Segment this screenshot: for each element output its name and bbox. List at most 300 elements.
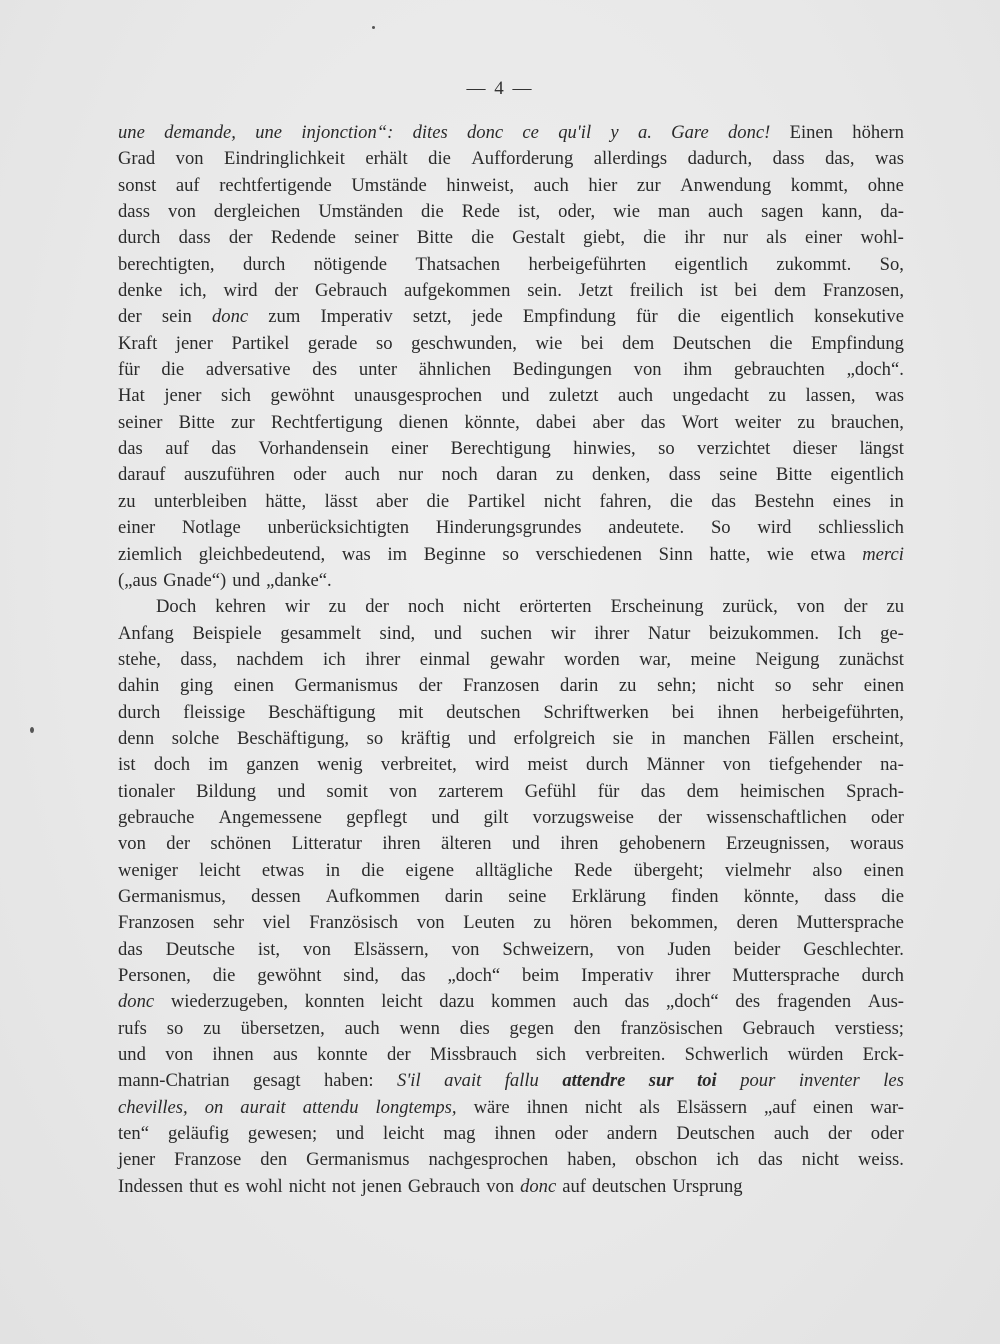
word: Muttersprache bbox=[732, 965, 840, 986]
word: nachgesprochen bbox=[428, 1149, 549, 1171]
word: Berechtigung bbox=[450, 438, 551, 460]
word: einer bbox=[391, 438, 429, 460]
word: nicht bbox=[717, 675, 755, 697]
word: Männer bbox=[646, 754, 705, 776]
word: Franzosen bbox=[462, 675, 540, 697]
word: Grad bbox=[118, 148, 156, 170]
word: haben: bbox=[323, 1070, 374, 1092]
word: unausgesprochen bbox=[353, 385, 483, 407]
word: wir bbox=[550, 622, 576, 644]
word: Bitte bbox=[775, 464, 813, 486]
text-line bbox=[118, 120, 904, 146]
text-line bbox=[118, 673, 904, 699]
word: na- bbox=[880, 754, 904, 776]
word: nachdem bbox=[236, 648, 304, 670]
word: Erck- bbox=[862, 1044, 904, 1066]
text-line bbox=[118, 1174, 904, 1200]
word: dessen bbox=[251, 885, 301, 907]
word: auch bbox=[617, 385, 654, 407]
text-line bbox=[118, 489, 904, 515]
word: dass bbox=[824, 885, 857, 907]
word: dass, bbox=[180, 648, 217, 670]
text-line bbox=[118, 225, 904, 251]
word: dergleichen bbox=[213, 201, 301, 223]
word: Fällen bbox=[767, 727, 815, 749]
word: mit bbox=[398, 701, 424, 723]
word: zu bbox=[118, 490, 136, 512]
word: Vorhandensein bbox=[258, 438, 369, 460]
word: zur bbox=[636, 174, 661, 196]
word: jener bbox=[118, 1149, 156, 1171]
word: zunächst bbox=[838, 648, 904, 670]
word: im bbox=[387, 543, 408, 565]
word: „auf bbox=[764, 1096, 797, 1118]
word: zu bbox=[328, 596, 347, 618]
word: für bbox=[118, 359, 140, 381]
word: würden bbox=[787, 1044, 844, 1066]
word: die bbox=[212, 965, 236, 986]
word: Personen, bbox=[118, 965, 191, 986]
word: Jetzt bbox=[578, 280, 613, 302]
word: avait bbox=[444, 1070, 482, 1092]
word: ihren bbox=[382, 833, 421, 855]
word: setzt, bbox=[412, 306, 452, 328]
word: auf bbox=[562, 1175, 586, 1197]
word: oder bbox=[870, 1123, 904, 1145]
word: ihrer bbox=[594, 622, 630, 644]
word: hinweist, bbox=[446, 174, 515, 196]
word: lassen, bbox=[805, 385, 856, 407]
word: schliesslich bbox=[818, 517, 904, 539]
word: auch bbox=[344, 464, 380, 486]
word: die bbox=[361, 859, 385, 881]
text-line bbox=[118, 700, 904, 726]
word: gewöhnt bbox=[270, 385, 335, 407]
word: wenig bbox=[317, 754, 363, 776]
word: zu bbox=[768, 385, 786, 407]
word: von bbox=[796, 596, 825, 618]
word: wird bbox=[757, 517, 792, 539]
word: und bbox=[501, 385, 530, 407]
word: in bbox=[325, 859, 341, 881]
word: Elsässern, bbox=[353, 938, 429, 960]
word: kommt, bbox=[790, 174, 849, 196]
word: das bbox=[211, 438, 237, 460]
text-line bbox=[118, 357, 904, 383]
word: die bbox=[428, 148, 451, 170]
word: bei bbox=[671, 701, 695, 723]
word: donc bbox=[466, 122, 504, 143]
word: Missbrauch bbox=[430, 1044, 517, 1066]
word: jener bbox=[164, 385, 202, 407]
word: Germanismus, bbox=[118, 885, 226, 907]
word: könnte, bbox=[464, 411, 520, 433]
word: ähnlichen bbox=[418, 359, 492, 381]
word: was bbox=[875, 385, 904, 407]
word: hinwies, bbox=[573, 438, 636, 460]
word: Partikel bbox=[231, 332, 290, 354]
word: ich bbox=[323, 648, 346, 670]
word: von bbox=[633, 359, 662, 381]
text-line bbox=[118, 989, 904, 1015]
word: darin bbox=[444, 885, 484, 907]
word: auszuführen bbox=[183, 464, 275, 486]
word: für bbox=[635, 306, 658, 328]
word: hatte, bbox=[709, 543, 751, 565]
word: ungedacht bbox=[672, 385, 749, 407]
word: donc bbox=[118, 991, 155, 1013]
word: Sinn bbox=[658, 543, 693, 565]
word: Leuten bbox=[463, 912, 515, 934]
word: von bbox=[168, 201, 196, 223]
word: durch bbox=[586, 754, 629, 776]
word: den bbox=[260, 1149, 288, 1171]
word: beider bbox=[733, 938, 781, 960]
word: der bbox=[166, 833, 191, 855]
word: Erzeugnissen, bbox=[725, 833, 830, 855]
word: ihnen bbox=[212, 1044, 254, 1066]
word: die bbox=[426, 490, 450, 512]
word: gewöhnt bbox=[257, 965, 322, 986]
word: gebrauchten bbox=[733, 359, 825, 381]
word: auch bbox=[572, 991, 608, 1013]
word: darauf bbox=[118, 464, 166, 486]
word: weniger bbox=[118, 859, 178, 881]
word: gewesen; bbox=[247, 1123, 318, 1145]
word: Rede bbox=[574, 859, 613, 881]
word: stehe, bbox=[118, 648, 161, 670]
word: und bbox=[336, 1123, 365, 1145]
word: y bbox=[610, 122, 619, 143]
word: dem bbox=[622, 332, 655, 354]
text-line bbox=[118, 173, 904, 199]
word: wohl- bbox=[860, 227, 904, 249]
word: mag bbox=[443, 1123, 476, 1145]
word: den bbox=[573, 1017, 601, 1039]
word: donc bbox=[211, 306, 249, 328]
word: Deutschen bbox=[672, 332, 752, 354]
word: konnten bbox=[304, 991, 365, 1013]
word: Franzosen, bbox=[822, 280, 904, 302]
word: verschiedenen bbox=[535, 543, 642, 565]
word: war, bbox=[639, 648, 671, 670]
word: hier bbox=[588, 174, 618, 196]
word: Natur bbox=[648, 622, 691, 644]
word: ist, bbox=[517, 201, 541, 223]
word: von bbox=[451, 938, 480, 960]
word: ich, bbox=[179, 280, 207, 302]
word: konsekutive bbox=[814, 306, 904, 328]
word: ten“ bbox=[118, 1123, 149, 1145]
word: die bbox=[421, 201, 444, 223]
word: oder bbox=[554, 1123, 588, 1145]
word: Imperativ bbox=[581, 965, 654, 986]
word: übergeht; bbox=[633, 859, 704, 881]
word: Aufforderung bbox=[471, 148, 574, 170]
word: von bbox=[486, 1175, 515, 1197]
word: ihren bbox=[560, 833, 599, 855]
word: die bbox=[643, 227, 666, 249]
word: rufs bbox=[118, 1017, 147, 1039]
word: von bbox=[118, 833, 146, 855]
word: „danke“. bbox=[266, 569, 332, 591]
word: dienen bbox=[398, 411, 449, 433]
word: ist bbox=[700, 280, 718, 302]
word: erhält bbox=[365, 148, 408, 170]
word: wohl bbox=[245, 1175, 283, 1197]
word: ihnen bbox=[526, 1096, 568, 1118]
word: der bbox=[418, 675, 443, 697]
word: Angemessene bbox=[218, 806, 322, 828]
word: worden bbox=[564, 648, 620, 670]
word: dem bbox=[686, 780, 719, 802]
word: Partikel bbox=[467, 490, 526, 512]
word: Bildung bbox=[196, 780, 257, 802]
word: meist bbox=[527, 754, 568, 776]
word: gesammelt bbox=[280, 622, 361, 644]
word: fleissige bbox=[183, 701, 246, 723]
word: Thatsachen bbox=[415, 253, 501, 275]
word: Anfang bbox=[118, 622, 174, 644]
word: ihnen bbox=[717, 701, 759, 723]
word: wie bbox=[766, 543, 794, 565]
word: eines bbox=[832, 490, 871, 512]
word: zu bbox=[533, 912, 552, 934]
word: une bbox=[255, 122, 283, 143]
word: beim bbox=[522, 965, 560, 986]
word: denn bbox=[118, 727, 155, 749]
word: Umstände bbox=[351, 174, 427, 196]
word: nur bbox=[398, 464, 424, 486]
word: solche bbox=[171, 727, 220, 749]
word: Hat bbox=[118, 385, 145, 407]
text-line bbox=[118, 1068, 904, 1094]
word: könnte, bbox=[743, 885, 799, 907]
word: sehn; bbox=[657, 675, 697, 697]
word: finden bbox=[671, 885, 719, 907]
word: somit bbox=[326, 780, 368, 802]
word: konnte bbox=[317, 1044, 368, 1066]
word: unterbleiben bbox=[153, 490, 247, 512]
word: not bbox=[331, 1175, 356, 1197]
word: erörterten bbox=[519, 596, 592, 618]
word: Anwendung bbox=[680, 174, 772, 196]
word: von bbox=[165, 1044, 194, 1066]
word: von bbox=[722, 754, 751, 776]
word: das bbox=[711, 490, 736, 512]
word: Geschlechter. bbox=[803, 938, 904, 960]
word: Gebrauch bbox=[314, 280, 388, 302]
word: Muttersprache bbox=[796, 912, 904, 934]
word: injonction“: bbox=[301, 122, 394, 143]
text-line bbox=[118, 146, 904, 172]
word: für bbox=[597, 780, 620, 802]
text-line bbox=[118, 278, 904, 304]
text-line bbox=[118, 436, 904, 462]
word: die bbox=[471, 227, 494, 249]
word: Germanismus bbox=[306, 1149, 410, 1171]
word: geschwunden, bbox=[411, 332, 517, 354]
word: hören bbox=[569, 912, 613, 934]
word: durch bbox=[242, 253, 286, 275]
word: zurück, bbox=[722, 596, 778, 618]
text-line bbox=[118, 331, 904, 357]
text-line bbox=[118, 831, 904, 857]
word: gepflegt bbox=[346, 806, 408, 828]
word: aurait bbox=[240, 1096, 286, 1118]
word: Schriftwerken bbox=[543, 701, 649, 723]
word: jede bbox=[471, 306, 503, 328]
word: ziemlich bbox=[118, 543, 183, 565]
text-line bbox=[118, 515, 904, 541]
word: Kraft bbox=[118, 332, 158, 354]
word: die bbox=[670, 490, 693, 512]
word: zur bbox=[231, 411, 255, 433]
word: S'il bbox=[397, 1070, 421, 1092]
word: durch bbox=[118, 701, 161, 723]
word: Redende bbox=[270, 227, 336, 249]
word: les bbox=[883, 1070, 904, 1092]
word: thut bbox=[189, 1175, 218, 1197]
word: längst bbox=[859, 438, 904, 460]
word: sind, bbox=[379, 622, 416, 644]
text-line bbox=[118, 594, 904, 620]
word: on bbox=[204, 1096, 224, 1118]
text-line bbox=[118, 1095, 904, 1121]
word: tionaler bbox=[118, 780, 175, 802]
word: nicht bbox=[463, 596, 501, 618]
word: Elsässern bbox=[676, 1096, 748, 1118]
word: heimischen bbox=[740, 780, 825, 802]
word: der bbox=[274, 280, 299, 302]
ink-speck bbox=[372, 26, 375, 29]
word: gegen bbox=[509, 1017, 554, 1039]
word: seine bbox=[508, 885, 547, 907]
text-line bbox=[118, 884, 904, 910]
word: das bbox=[757, 1149, 783, 1171]
word: und bbox=[468, 727, 496, 749]
text-line bbox=[118, 568, 904, 594]
word: alltägliche bbox=[475, 859, 553, 881]
text-line bbox=[118, 1042, 904, 1068]
word: Umständen bbox=[318, 201, 404, 223]
word: das bbox=[118, 438, 143, 460]
word: zuletzt bbox=[548, 385, 599, 407]
word: des bbox=[312, 359, 338, 381]
word: von bbox=[416, 912, 445, 934]
word: von bbox=[175, 148, 204, 170]
text-line bbox=[118, 621, 904, 647]
word: mann-Chatrian bbox=[118, 1070, 230, 1092]
word: und bbox=[433, 622, 462, 644]
word: adversative bbox=[205, 359, 291, 381]
word: der bbox=[228, 227, 253, 249]
text-line bbox=[118, 858, 904, 884]
word: herbeigeführten, bbox=[781, 701, 904, 723]
word: einer bbox=[118, 517, 156, 539]
word: französischen bbox=[620, 1017, 723, 1039]
word: von bbox=[389, 780, 418, 802]
page-number: — 4 — bbox=[466, 78, 534, 99]
word: lässt bbox=[324, 490, 358, 512]
word: vielmehr bbox=[724, 859, 791, 881]
word: herbeigeführten bbox=[528, 253, 647, 275]
word: jener bbox=[175, 332, 213, 354]
word: noch bbox=[441, 464, 478, 486]
word: dass bbox=[178, 227, 211, 249]
word: dites bbox=[412, 122, 448, 143]
word: ihnen bbox=[494, 1123, 536, 1145]
word: verbreitet, bbox=[380, 754, 457, 776]
word: verstiess; bbox=[834, 1017, 904, 1039]
word: Wort bbox=[681, 411, 719, 433]
word: einer bbox=[805, 227, 843, 249]
word: ohne bbox=[867, 174, 904, 196]
word: so bbox=[502, 543, 519, 565]
word: nicht bbox=[584, 1096, 623, 1118]
word: der bbox=[828, 1123, 852, 1145]
word: aufgekommen bbox=[404, 280, 511, 302]
word: une bbox=[118, 122, 145, 143]
word: zu bbox=[618, 675, 637, 697]
word: gleichbedeutend, bbox=[198, 543, 326, 565]
word: Gare bbox=[671, 122, 709, 143]
word: eigentlich bbox=[830, 464, 904, 486]
word: der bbox=[843, 596, 868, 618]
word: Gestalt bbox=[512, 227, 565, 249]
word: zukommt. bbox=[776, 253, 852, 275]
word: eigentlich bbox=[720, 306, 794, 328]
word: ihr bbox=[684, 227, 705, 249]
word: denken, bbox=[591, 464, 651, 486]
word: tiefgehender bbox=[768, 754, 862, 776]
word: die bbox=[769, 332, 793, 354]
word: andeutete. bbox=[608, 517, 685, 539]
word: sein. bbox=[527, 280, 562, 302]
word: so bbox=[366, 727, 384, 749]
word: fahren, bbox=[599, 490, 652, 512]
word: etwa bbox=[810, 543, 846, 565]
word: Franzosen bbox=[118, 912, 195, 934]
word: einen bbox=[813, 1096, 854, 1118]
word: zu bbox=[886, 596, 904, 618]
word: weiss. bbox=[857, 1149, 904, 1171]
word: rechtfertigende bbox=[219, 174, 332, 196]
word: Germanismus bbox=[294, 675, 398, 697]
word: attendre bbox=[562, 1070, 626, 1092]
word: pour bbox=[740, 1070, 776, 1092]
word: donc bbox=[520, 1175, 557, 1197]
word: etwas bbox=[261, 859, 305, 881]
word: Einen bbox=[789, 122, 833, 143]
word: wäre bbox=[473, 1096, 510, 1118]
word: durch bbox=[118, 227, 161, 249]
word: das bbox=[624, 991, 650, 1013]
word: die bbox=[677, 306, 701, 328]
word: sind, bbox=[343, 965, 379, 986]
word: und bbox=[232, 569, 261, 591]
word: leicht bbox=[199, 859, 241, 881]
word: der bbox=[386, 1044, 411, 1066]
word: ging bbox=[179, 675, 214, 697]
word: höhern bbox=[852, 122, 904, 143]
word: unberücksichtigten bbox=[267, 517, 410, 539]
word: viel bbox=[262, 912, 291, 934]
word: sie bbox=[612, 727, 634, 749]
word: dass bbox=[772, 148, 805, 170]
word: das, bbox=[825, 148, 855, 170]
word: darin bbox=[560, 675, 599, 697]
